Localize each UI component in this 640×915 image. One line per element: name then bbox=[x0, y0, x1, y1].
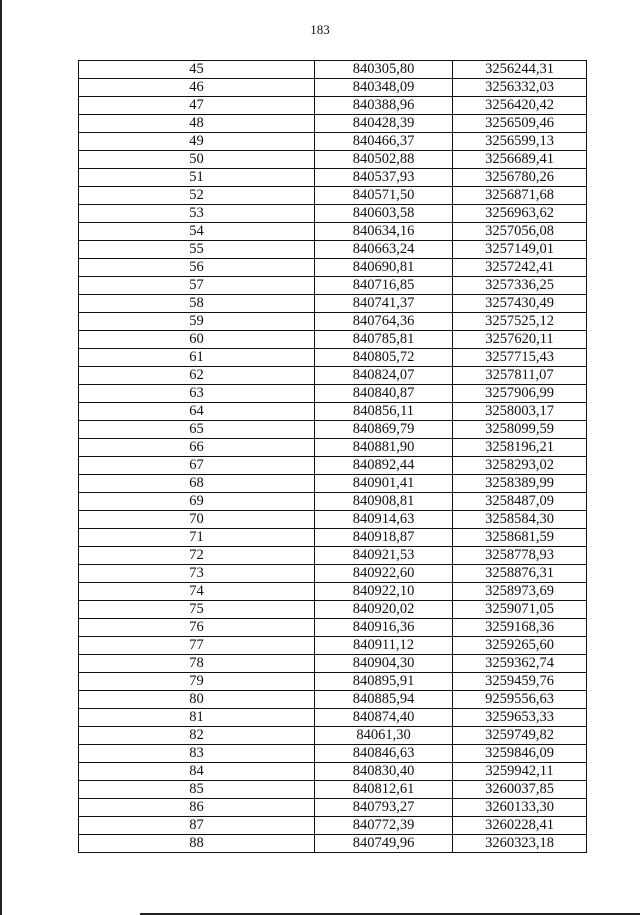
x-coordinate-cell: 840603,58 bbox=[315, 205, 453, 223]
x-coordinate-cell: 840793,27 bbox=[315, 799, 453, 817]
table-row bbox=[79, 511, 587, 529]
table-row bbox=[79, 421, 587, 439]
y-coordinate-cell: 3256599,13 bbox=[453, 133, 587, 151]
y-coordinate-cell: 3256871,68 bbox=[453, 187, 587, 205]
table-row bbox=[79, 61, 587, 79]
x-coordinate-cell: 840764,36 bbox=[315, 313, 453, 331]
y-coordinate-cell: 3258584,30 bbox=[453, 511, 587, 529]
x-coordinate-cell: 840921,53 bbox=[315, 547, 453, 565]
point-number-cell: 58 bbox=[79, 295, 315, 313]
point-number-cell: 49 bbox=[79, 133, 315, 151]
x-coordinate-cell: 840901,41 bbox=[315, 475, 453, 493]
point-number-cell: 73 bbox=[79, 565, 315, 583]
table-row bbox=[79, 637, 587, 655]
x-coordinate-cell: 840881,90 bbox=[315, 439, 453, 457]
point-number-cell: 64 bbox=[79, 403, 315, 421]
y-coordinate-cell: 3257149,01 bbox=[453, 241, 587, 259]
table-row bbox=[79, 529, 587, 547]
y-coordinate-cell: 9259556,63 bbox=[453, 691, 587, 709]
scan-edge-left bbox=[0, 0, 2, 915]
x-coordinate-cell: 840856,11 bbox=[315, 403, 453, 421]
y-coordinate-cell: 3260133,30 bbox=[453, 799, 587, 817]
point-number-cell: 67 bbox=[79, 457, 315, 475]
point-number-cell: 74 bbox=[79, 583, 315, 601]
x-coordinate-cell: 840305,80 bbox=[315, 61, 453, 79]
x-coordinate-cell: 840922,10 bbox=[315, 583, 453, 601]
x-coordinate-cell: 840716,85 bbox=[315, 277, 453, 295]
table-row bbox=[79, 133, 587, 151]
point-number-cell: 55 bbox=[79, 241, 315, 259]
point-number-cell: 76 bbox=[79, 619, 315, 637]
x-coordinate-cell: 840922,60 bbox=[315, 565, 453, 583]
x-coordinate-cell: 840466,37 bbox=[315, 133, 453, 151]
y-coordinate-cell: 3257620,11 bbox=[453, 331, 587, 349]
point-number-cell: 82 bbox=[79, 727, 315, 745]
table-row bbox=[79, 727, 587, 745]
point-number-cell: 50 bbox=[79, 151, 315, 169]
point-number-cell: 54 bbox=[79, 223, 315, 241]
y-coordinate-cell: 3258003,17 bbox=[453, 403, 587, 421]
point-number-cell: 61 bbox=[79, 349, 315, 367]
point-number-cell: 70 bbox=[79, 511, 315, 529]
x-coordinate-cell: 840916,36 bbox=[315, 619, 453, 637]
x-coordinate-cell: 840846,63 bbox=[315, 745, 453, 763]
x-coordinate-cell: 840904,30 bbox=[315, 655, 453, 673]
y-coordinate-cell: 3258487,09 bbox=[453, 493, 587, 511]
x-coordinate-cell: 840772,39 bbox=[315, 817, 453, 835]
x-coordinate-cell: 840741,37 bbox=[315, 295, 453, 313]
table-row bbox=[79, 79, 587, 97]
table-row bbox=[79, 277, 587, 295]
table-row bbox=[79, 457, 587, 475]
y-coordinate-cell: 3256420,42 bbox=[453, 97, 587, 115]
y-coordinate-cell: 3256509,46 bbox=[453, 115, 587, 133]
y-coordinate-cell: 3256689,41 bbox=[453, 151, 587, 169]
x-coordinate-cell: 840388,96 bbox=[315, 97, 453, 115]
table-row bbox=[79, 151, 587, 169]
table-row bbox=[79, 493, 587, 511]
x-coordinate-cell: 840634,16 bbox=[315, 223, 453, 241]
point-number-cell: 69 bbox=[79, 493, 315, 511]
y-coordinate-cell: 3256780,26 bbox=[453, 169, 587, 187]
table-row bbox=[79, 241, 587, 259]
y-coordinate-cell: 3256244,31 bbox=[453, 61, 587, 79]
x-coordinate-cell: 840885,94 bbox=[315, 691, 453, 709]
table-row bbox=[79, 439, 587, 457]
table-row bbox=[79, 763, 587, 781]
table-row bbox=[79, 313, 587, 331]
table-row bbox=[79, 349, 587, 367]
point-number-cell: 80 bbox=[79, 691, 315, 709]
y-coordinate-cell: 3259071,05 bbox=[453, 601, 587, 619]
point-number-cell: 87 bbox=[79, 817, 315, 835]
point-number-cell: 81 bbox=[79, 709, 315, 727]
point-number-cell: 60 bbox=[79, 331, 315, 349]
table-row bbox=[79, 691, 587, 709]
x-coordinate-cell: 840502,88 bbox=[315, 151, 453, 169]
y-coordinate-cell: 3256332,03 bbox=[453, 79, 587, 97]
table-row bbox=[79, 565, 587, 583]
coordinates-table bbox=[78, 60, 587, 853]
y-coordinate-cell: 3257430,49 bbox=[453, 295, 587, 313]
table-row bbox=[79, 817, 587, 835]
table-row bbox=[79, 115, 587, 133]
table-row bbox=[79, 295, 587, 313]
y-coordinate-cell: 3258196,21 bbox=[453, 439, 587, 457]
point-number-cell: 51 bbox=[79, 169, 315, 187]
table-row bbox=[79, 331, 587, 349]
table-row bbox=[79, 169, 587, 187]
y-coordinate-cell: 3259749,82 bbox=[453, 727, 587, 745]
point-number-cell: 59 bbox=[79, 313, 315, 331]
table-row bbox=[79, 223, 587, 241]
x-coordinate-cell: 840785,81 bbox=[315, 331, 453, 349]
x-coordinate-cell: 840824,07 bbox=[315, 367, 453, 385]
point-number-cell: 52 bbox=[79, 187, 315, 205]
table-row bbox=[79, 619, 587, 637]
x-coordinate-cell: 840749,96 bbox=[315, 835, 453, 853]
y-coordinate-cell: 3258778,93 bbox=[453, 547, 587, 565]
y-coordinate-cell: 3259362,74 bbox=[453, 655, 587, 673]
x-coordinate-cell: 840690,81 bbox=[315, 259, 453, 277]
coordinates-table-body bbox=[79, 61, 587, 853]
point-number-cell: 48 bbox=[79, 115, 315, 133]
y-coordinate-cell: 3258973,69 bbox=[453, 583, 587, 601]
y-coordinate-cell: 3259846,09 bbox=[453, 745, 587, 763]
y-coordinate-cell: 3257336,25 bbox=[453, 277, 587, 295]
point-number-cell: 45 bbox=[79, 61, 315, 79]
x-coordinate-cell: 840805,72 bbox=[315, 349, 453, 367]
y-coordinate-cell: 3256963,62 bbox=[453, 205, 587, 223]
y-coordinate-cell: 3260228,41 bbox=[453, 817, 587, 835]
y-coordinate-cell: 3258681,59 bbox=[453, 529, 587, 547]
y-coordinate-cell: 3259459,76 bbox=[453, 673, 587, 691]
point-number-cell: 66 bbox=[79, 439, 315, 457]
point-number-cell: 56 bbox=[79, 259, 315, 277]
y-coordinate-cell: 3260037,85 bbox=[453, 781, 587, 799]
table-row bbox=[79, 835, 587, 853]
x-coordinate-cell: 840892,44 bbox=[315, 457, 453, 475]
point-number-cell: 47 bbox=[79, 97, 315, 115]
point-number-cell: 68 bbox=[79, 475, 315, 493]
x-coordinate-cell: 840918,87 bbox=[315, 529, 453, 547]
y-coordinate-cell: 3258389,99 bbox=[453, 475, 587, 493]
table-row bbox=[79, 97, 587, 115]
table-row bbox=[79, 709, 587, 727]
point-number-cell: 71 bbox=[79, 529, 315, 547]
x-coordinate-cell: 840895,91 bbox=[315, 673, 453, 691]
y-coordinate-cell: 3257906,99 bbox=[453, 385, 587, 403]
x-coordinate-cell: 840348,09 bbox=[315, 79, 453, 97]
point-number-cell: 75 bbox=[79, 601, 315, 619]
x-coordinate-cell: 840830,40 bbox=[315, 763, 453, 781]
y-coordinate-cell: 3259168,36 bbox=[453, 619, 587, 637]
point-number-cell: 83 bbox=[79, 745, 315, 763]
x-coordinate-cell: 840911,12 bbox=[315, 637, 453, 655]
x-coordinate-cell: 840428,39 bbox=[315, 115, 453, 133]
table-row bbox=[79, 205, 587, 223]
point-number-cell: 53 bbox=[79, 205, 315, 223]
x-coordinate-cell: 840663,24 bbox=[315, 241, 453, 259]
x-coordinate-cell: 840908,81 bbox=[315, 493, 453, 511]
x-coordinate-cell: 840537,93 bbox=[315, 169, 453, 187]
point-number-cell: 79 bbox=[79, 673, 315, 691]
table-row bbox=[79, 385, 587, 403]
x-coordinate-cell: 840874,40 bbox=[315, 709, 453, 727]
table-row bbox=[79, 547, 587, 565]
point-number-cell: 78 bbox=[79, 655, 315, 673]
point-number-cell: 57 bbox=[79, 277, 315, 295]
point-number-cell: 77 bbox=[79, 637, 315, 655]
table-row bbox=[79, 673, 587, 691]
x-coordinate-cell: 840920,02 bbox=[315, 601, 453, 619]
point-number-cell: 85 bbox=[79, 781, 315, 799]
table-row bbox=[79, 781, 587, 799]
y-coordinate-cell: 3257811,07 bbox=[453, 367, 587, 385]
x-coordinate-cell: 84061,30 bbox=[315, 727, 453, 745]
y-coordinate-cell: 3257242,41 bbox=[453, 259, 587, 277]
y-coordinate-cell: 3260323,18 bbox=[453, 835, 587, 853]
table-row bbox=[79, 601, 587, 619]
point-number-cell: 63 bbox=[79, 385, 315, 403]
x-coordinate-cell: 840812,61 bbox=[315, 781, 453, 799]
point-number-cell: 46 bbox=[79, 79, 315, 97]
y-coordinate-cell: 3258293,02 bbox=[453, 457, 587, 475]
y-coordinate-cell: 3259653,33 bbox=[453, 709, 587, 727]
point-number-cell: 72 bbox=[79, 547, 315, 565]
y-coordinate-cell: 3257715,43 bbox=[453, 349, 587, 367]
table-row bbox=[79, 259, 587, 277]
table-row bbox=[79, 403, 587, 421]
point-number-cell: 88 bbox=[79, 835, 315, 853]
y-coordinate-cell: 3258099,59 bbox=[453, 421, 587, 439]
point-number-cell: 86 bbox=[79, 799, 315, 817]
table-row bbox=[79, 475, 587, 493]
x-coordinate-cell: 840869,79 bbox=[315, 421, 453, 439]
x-coordinate-cell: 840840,87 bbox=[315, 385, 453, 403]
y-coordinate-cell: 3257525,12 bbox=[453, 313, 587, 331]
table-row bbox=[79, 655, 587, 673]
y-coordinate-cell: 3259265,60 bbox=[453, 637, 587, 655]
page-number: 183 bbox=[310, 22, 330, 37]
table-row bbox=[79, 187, 587, 205]
point-number-cell: 62 bbox=[79, 367, 315, 385]
y-coordinate-cell: 3257056,08 bbox=[453, 223, 587, 241]
table-row bbox=[79, 583, 587, 601]
x-coordinate-cell: 840914,63 bbox=[315, 511, 453, 529]
y-coordinate-cell: 3258876,31 bbox=[453, 565, 587, 583]
point-number-cell: 65 bbox=[79, 421, 315, 439]
table-row bbox=[79, 799, 587, 817]
x-coordinate-cell: 840571,50 bbox=[315, 187, 453, 205]
y-coordinate-cell: 3259942,11 bbox=[453, 763, 587, 781]
table-row bbox=[79, 745, 587, 763]
table-row bbox=[79, 367, 587, 385]
point-number-cell: 84 bbox=[79, 763, 315, 781]
